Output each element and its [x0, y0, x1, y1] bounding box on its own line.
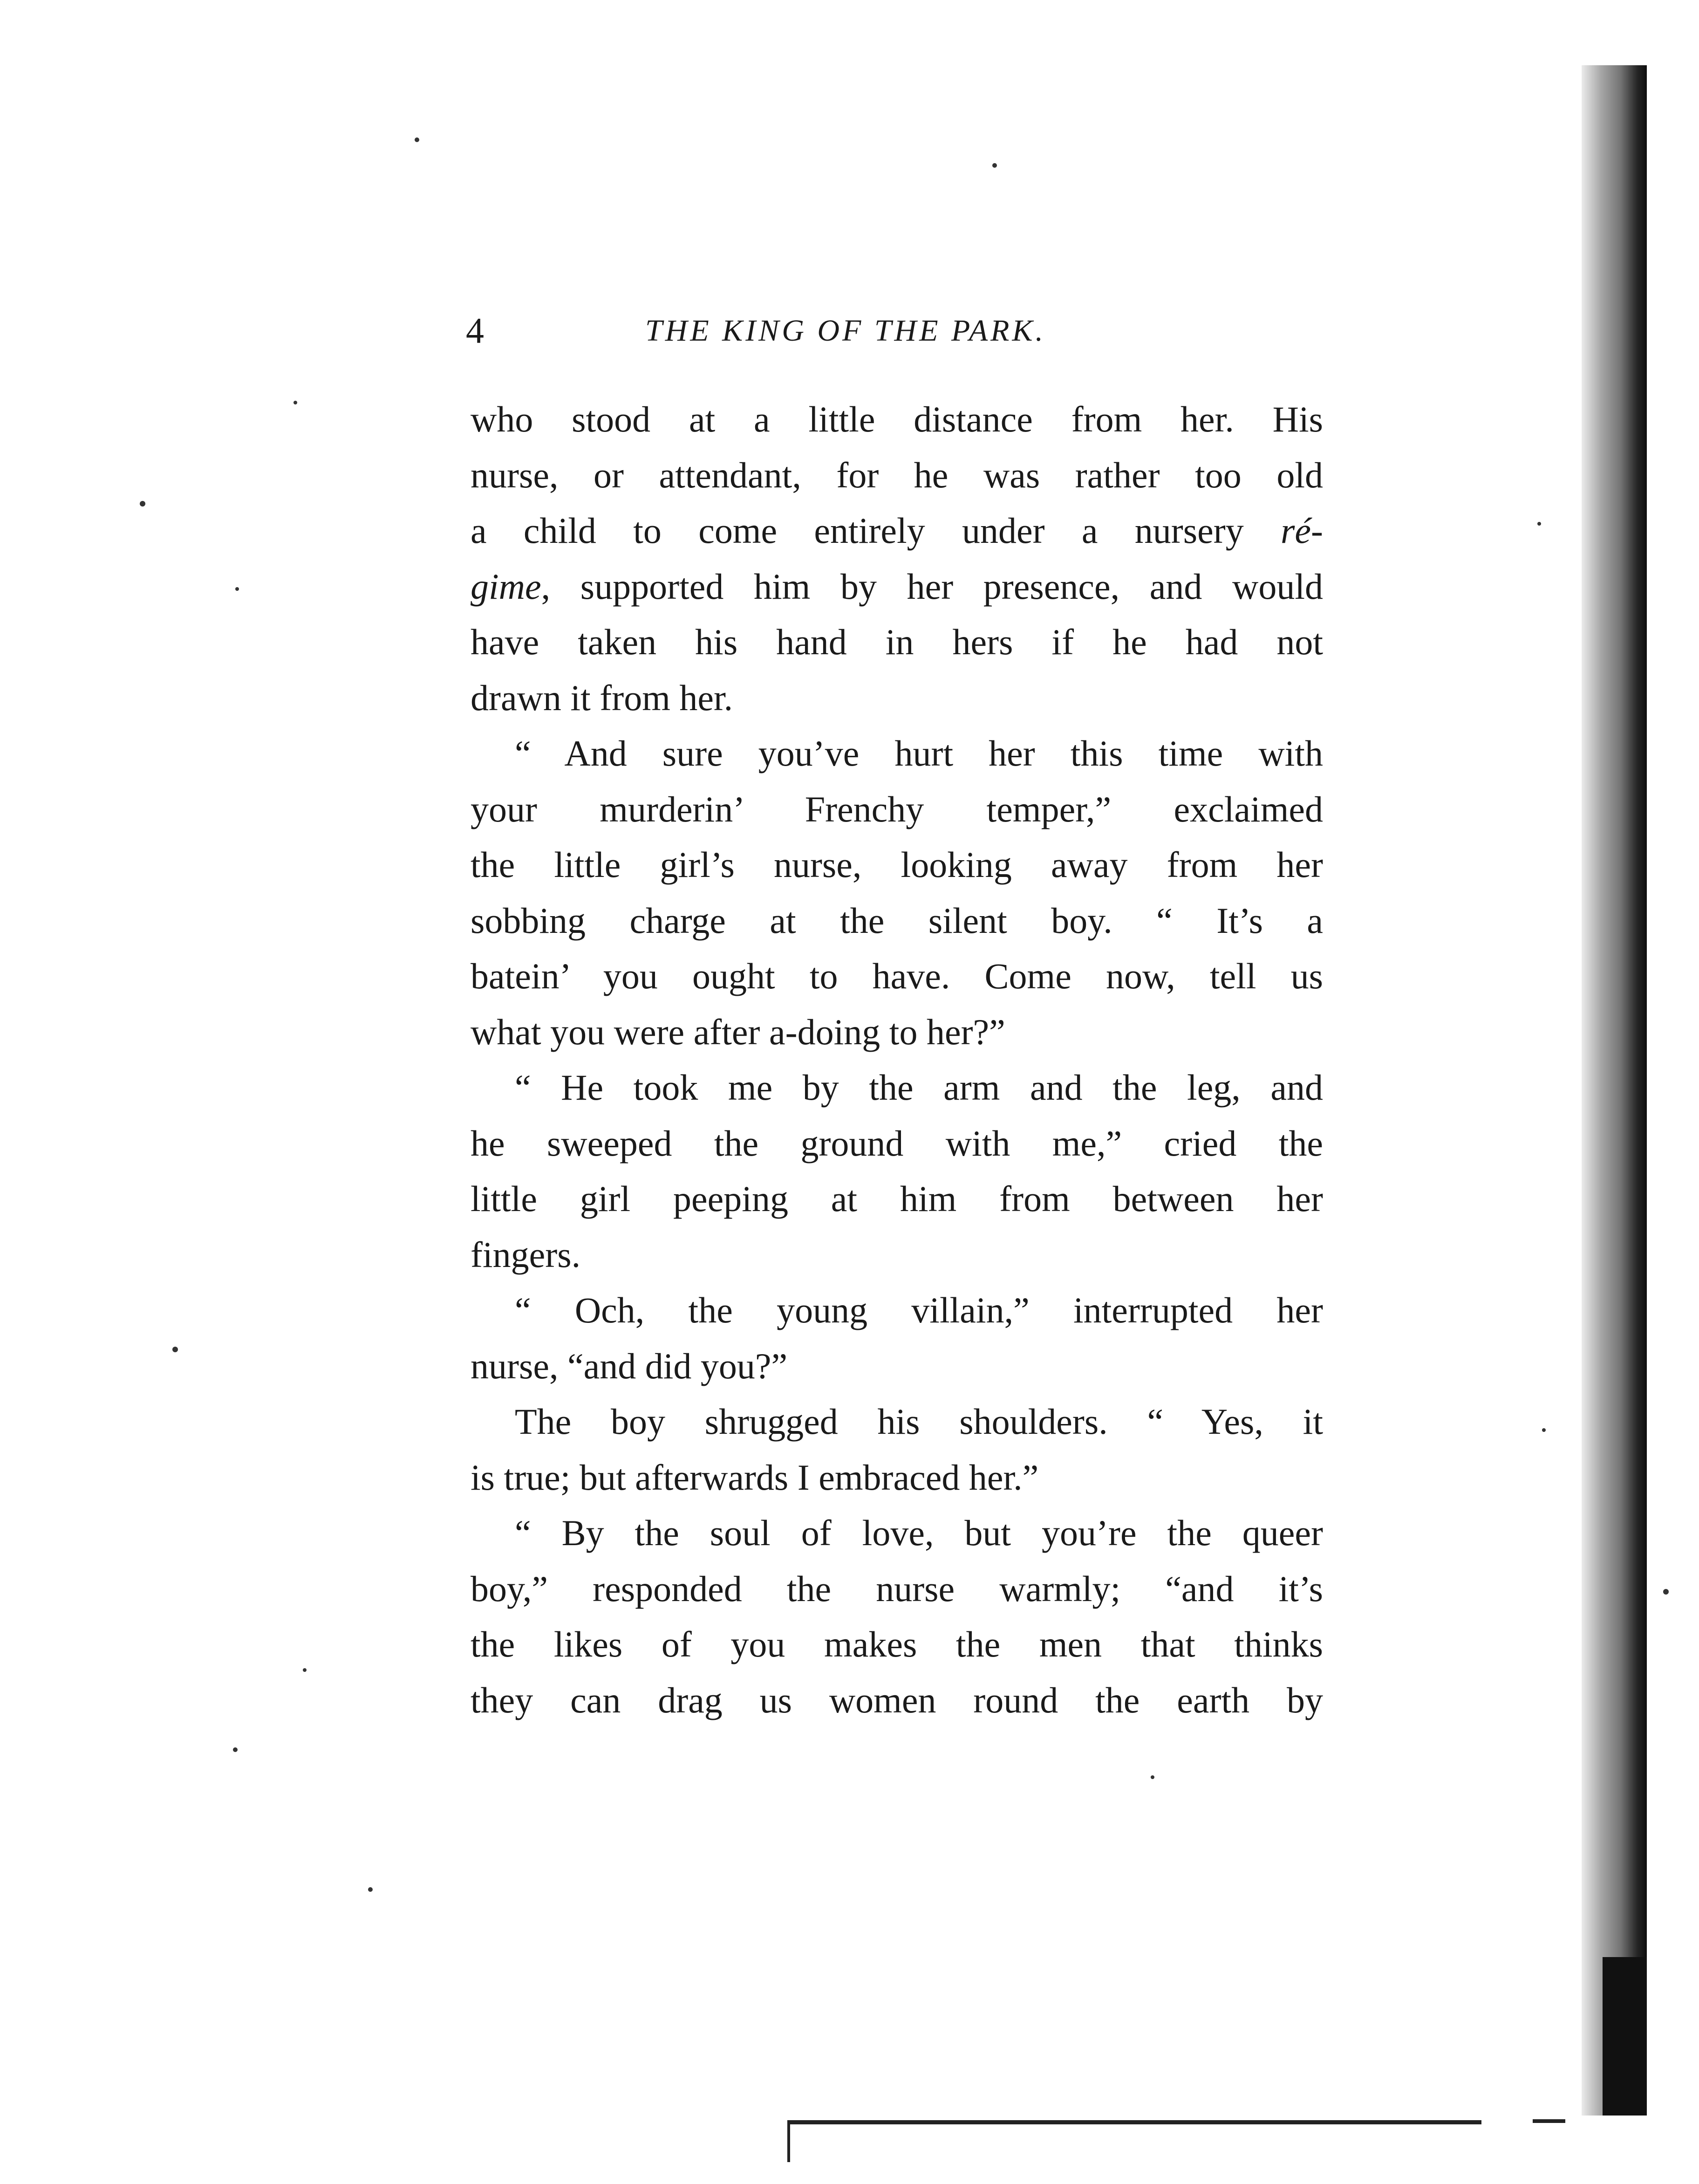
text-line: nurse, “and did you?”	[471, 1345, 788, 1386]
text-line: they can drag us women round the earth by	[471, 1679, 1323, 1720]
page-number: 4	[466, 310, 484, 351]
text-line: the likes of you makes the men that thinks	[471, 1624, 1323, 1664]
bottom-dash	[1533, 2119, 1565, 2123]
paper-speck	[415, 137, 419, 142]
binding-shadow	[1582, 65, 1647, 2116]
bottom-rule-tick	[787, 2120, 790, 2162]
paper-speck	[303, 1668, 307, 1672]
paper-speck	[1151, 1775, 1154, 1779]
text-line	[471, 559, 1323, 615]
paper-speck	[1542, 1428, 1546, 1432]
text-line: boy,” responded the nurse warmly; “and it’s	[471, 1568, 1323, 1609]
text-line: fingers.	[471, 1234, 581, 1275]
text-fragment: a child to come entirely under a nursery	[471, 510, 1281, 551]
binding-edge	[1603, 1957, 1647, 2116]
paper-speck	[1663, 1589, 1669, 1595]
text-fragment: , supported him by her presence, and would	[541, 566, 1323, 607]
running-header	[466, 305, 1323, 356]
text-line: your murderin’ Frenchy temper,” exclaimed	[471, 788, 1323, 829]
text-line: nurse, or attendant, for he was rather too old	[471, 454, 1323, 495]
text-line: the little girl’s nurse, looking away from her	[471, 844, 1323, 885]
text-line: he sweeped the ground with me,” cried the	[471, 1123, 1323, 1164]
bottom-rule	[787, 2120, 1481, 2124]
paper-speck	[1537, 522, 1541, 526]
text-line: drawn it from her.	[471, 677, 733, 718]
text-line: what you were after a-doing to her?”	[471, 1011, 1005, 1052]
paper-speck	[992, 163, 997, 168]
paper-speck	[293, 401, 297, 404]
text-line: have taken his hand in hers if he had not	[471, 622, 1323, 662]
paper-speck	[368, 1887, 373, 1892]
text-line: “ Och, the young villain,” interrupted her	[515, 1290, 1323, 1330]
paper-speck	[140, 501, 145, 507]
text-line: little girl peeping at him from between her	[471, 1178, 1323, 1219]
paper-speck	[233, 1747, 238, 1752]
text-line: “ By the soul of love, but you’re the queer	[515, 1513, 1323, 1553]
italic-fragment: gime	[471, 566, 541, 607]
text-line: is true; but afterwards I embraced her.”	[471, 1457, 1039, 1498]
italic-fragment: ré-	[1281, 510, 1323, 551]
text-line: sobbing charge at the silent boy. “ It’s a	[471, 900, 1323, 941]
paper-speck	[235, 587, 239, 591]
running-title: THE KING OF THE PARK.	[645, 314, 1046, 348]
text-line: who stood at a little distance from her. His	[471, 399, 1323, 439]
text-line	[471, 503, 1323, 559]
text-line: “ And sure you’ve hurt her this time with	[515, 733, 1323, 774]
body-text	[471, 391, 1323, 1728]
text-line: “ He took me by the arm and the leg, and	[515, 1067, 1323, 1108]
text-line: batein’ you ought to have. Come now, tell us	[471, 956, 1323, 996]
paper-speck	[172, 1347, 178, 1352]
text-line: The boy shrugged his shoulders. “ Yes, it	[515, 1401, 1323, 1442]
